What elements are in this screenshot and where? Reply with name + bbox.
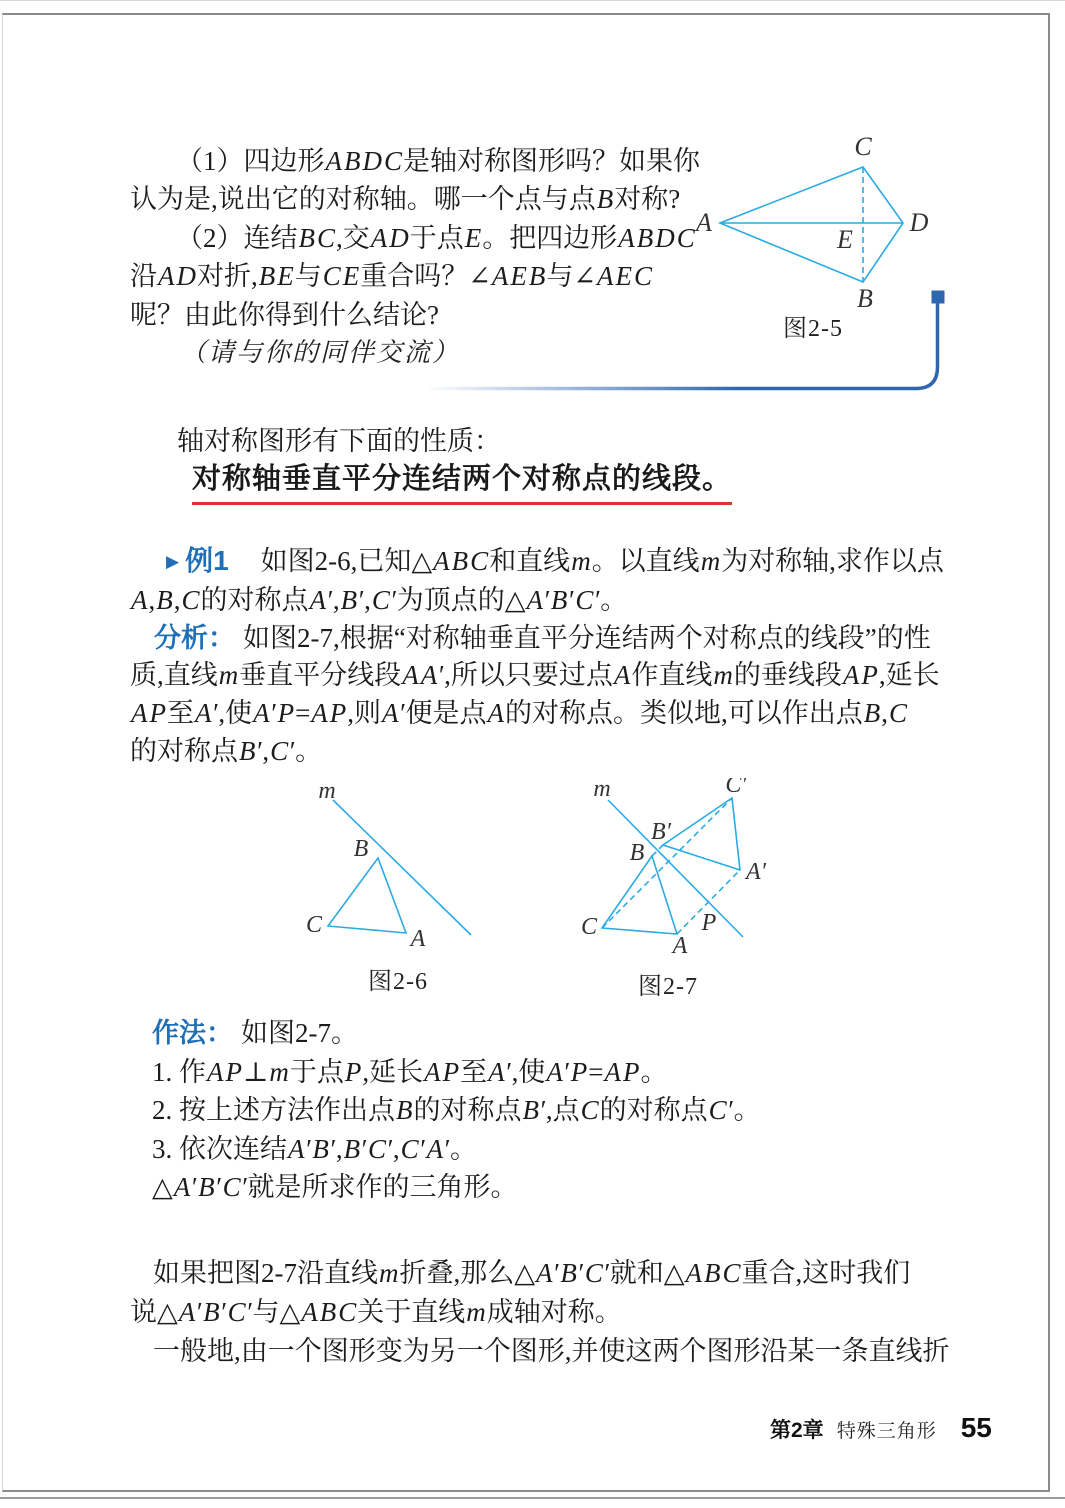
method-step-2: 2. 按上述方法作出点B的对称点B′,点C的对称点C′。: [152, 1095, 761, 1126]
bracket-end-square: [932, 291, 945, 304]
footer-section-title: 特殊三角形: [836, 1421, 937, 1442]
analysis-line-3: AP至A′,使A′P=AP,则A′便是点A的对称点。类似地,可以作出点B,C: [131, 698, 907, 729]
triangle-ABC: [328, 858, 406, 933]
question-2-line-2: 沿AD对折,BE与CE重合吗？∠AEB与∠AEC: [130, 261, 653, 292]
analysis-line-2: 质,直线m垂直平分线段AA′,所以只要过点A作直线m的垂线段AP,延长: [130, 660, 940, 691]
method-label: 作法：: [152, 1018, 233, 1048]
question-1-line-2: 认为是,说出它的对称轴。哪一个点与点B对称?: [130, 184, 681, 215]
question-2-line-3: 呢？由此你得到什么结论?: [130, 299, 439, 330]
example-text-1: 如图2-6,已知△ABC和直线m。以直线m为对称轴,求作以点: [260, 546, 944, 576]
example-1-line-2: A,B,C的对称点A′,B′,C′为顶点的△A′B′C′。: [131, 584, 628, 615]
example-label: 例1: [185, 545, 229, 576]
closing-paragraphs: [130, 1254, 990, 1371]
analysis-label: 分析：: [154, 622, 235, 653]
method-line-1: [152, 1014, 992, 1053]
point-label-B-prime: B′: [651, 819, 671, 845]
question-2-line-1: （2）连结BC,交AD于点E。把四边形ABDC: [176, 222, 695, 253]
method-step-3: 3. 依次连结A′B′,B′C′,C′A′。: [152, 1133, 477, 1164]
figure-2-7-lines: [602, 798, 743, 937]
method-step-1: 1. 作AP⊥m于点P,延长AP至A′,使A′P=AP。: [152, 1056, 668, 1087]
analysis-text-1: 如图2-7,根据“对称轴垂直平分连结两个对称点的线段”的性: [243, 622, 931, 653]
kite-outline: [720, 167, 903, 282]
analysis-line-4: 的对称点B′,C′。: [130, 735, 323, 766]
analysis-line-1: [130, 620, 990, 658]
point-label-B: B: [353, 836, 369, 862]
question-1-line-1: （1）四边形ABDC是轴对称图形吗？如果你: [176, 146, 701, 176]
figure-2-6: [300, 782, 490, 947]
point-label-A-prime: A′: [746, 859, 766, 885]
point-label-B: B: [629, 840, 645, 866]
property-statement: 对称轴垂直平分连结两个对称点的线段。: [192, 456, 732, 505]
point-label-P: P: [701, 910, 717, 936]
segment-CC1-dashed: [602, 798, 732, 928]
point-label-C-prime: C′: [725, 778, 747, 798]
closing-line-1: 如果把图2-7沿直线m折叠,那么△A′B′C′就和△ABC重合,这时我们: [153, 1258, 911, 1288]
figure-2-7-caption: 图2-7: [638, 974, 698, 1000]
point-label-C: C: [580, 914, 598, 940]
point-label-C: C: [854, 133, 872, 161]
footer-page-number: 55: [960, 1412, 992, 1443]
scan-edge-top: [0, 0, 1065, 1]
triangle-ABC: [602, 856, 677, 934]
figure-2-7: [575, 778, 780, 958]
figure-2-6-lines: [328, 800, 471, 935]
method-conclusion: △A′B′C′就是所求作的三角形。: [152, 1172, 518, 1203]
line-m: [608, 800, 743, 937]
point-label-E: E: [837, 225, 853, 254]
scan-edge-bottom: [0, 1497, 1065, 1499]
method-intro-text: 如图2-7。: [241, 1018, 358, 1048]
property-lead: 轴对称图形有下面的性质：: [177, 426, 501, 456]
bracket-curve: [422, 296, 938, 389]
construction-method-block: [152, 1014, 992, 1207]
discuss-with-partner-note: （请与你的同伴交流）: [180, 338, 461, 368]
point-label-D: D: [909, 208, 929, 237]
example-1-block: [130, 542, 990, 771]
example-marker-icon: ▶: [166, 552, 180, 572]
activity-connector-bracket: [410, 282, 955, 397]
figure-2-5-lines: [720, 167, 903, 282]
page-footer: [770, 1412, 992, 1444]
figure-2-5-caption: 图2-5: [783, 316, 843, 342]
line-m: [333, 800, 471, 935]
line-label-m: m: [318, 782, 336, 804]
point-label-A: A: [696, 208, 712, 237]
line-label-m: m: [593, 778, 611, 802]
closing-line-2: 说△A′B′C′与△ABC关于直线m成轴对称。: [130, 1297, 622, 1327]
example-1-line-1: [130, 542, 990, 582]
footer-chapter: 第2章: [770, 1419, 824, 1442]
point-label-A: A: [410, 926, 426, 947]
point-label-A: A: [672, 933, 688, 958]
closing-line-3: 一般地,由一个图形变为另一个图形,并使这两个图形沿某一条直线折: [153, 1336, 950, 1366]
figure-2-6-caption: 图2-6: [368, 969, 428, 995]
point-label-B: B: [857, 284, 873, 313]
triangle-A1B1C1: [663, 798, 740, 870]
point-label-C: C: [305, 912, 323, 938]
